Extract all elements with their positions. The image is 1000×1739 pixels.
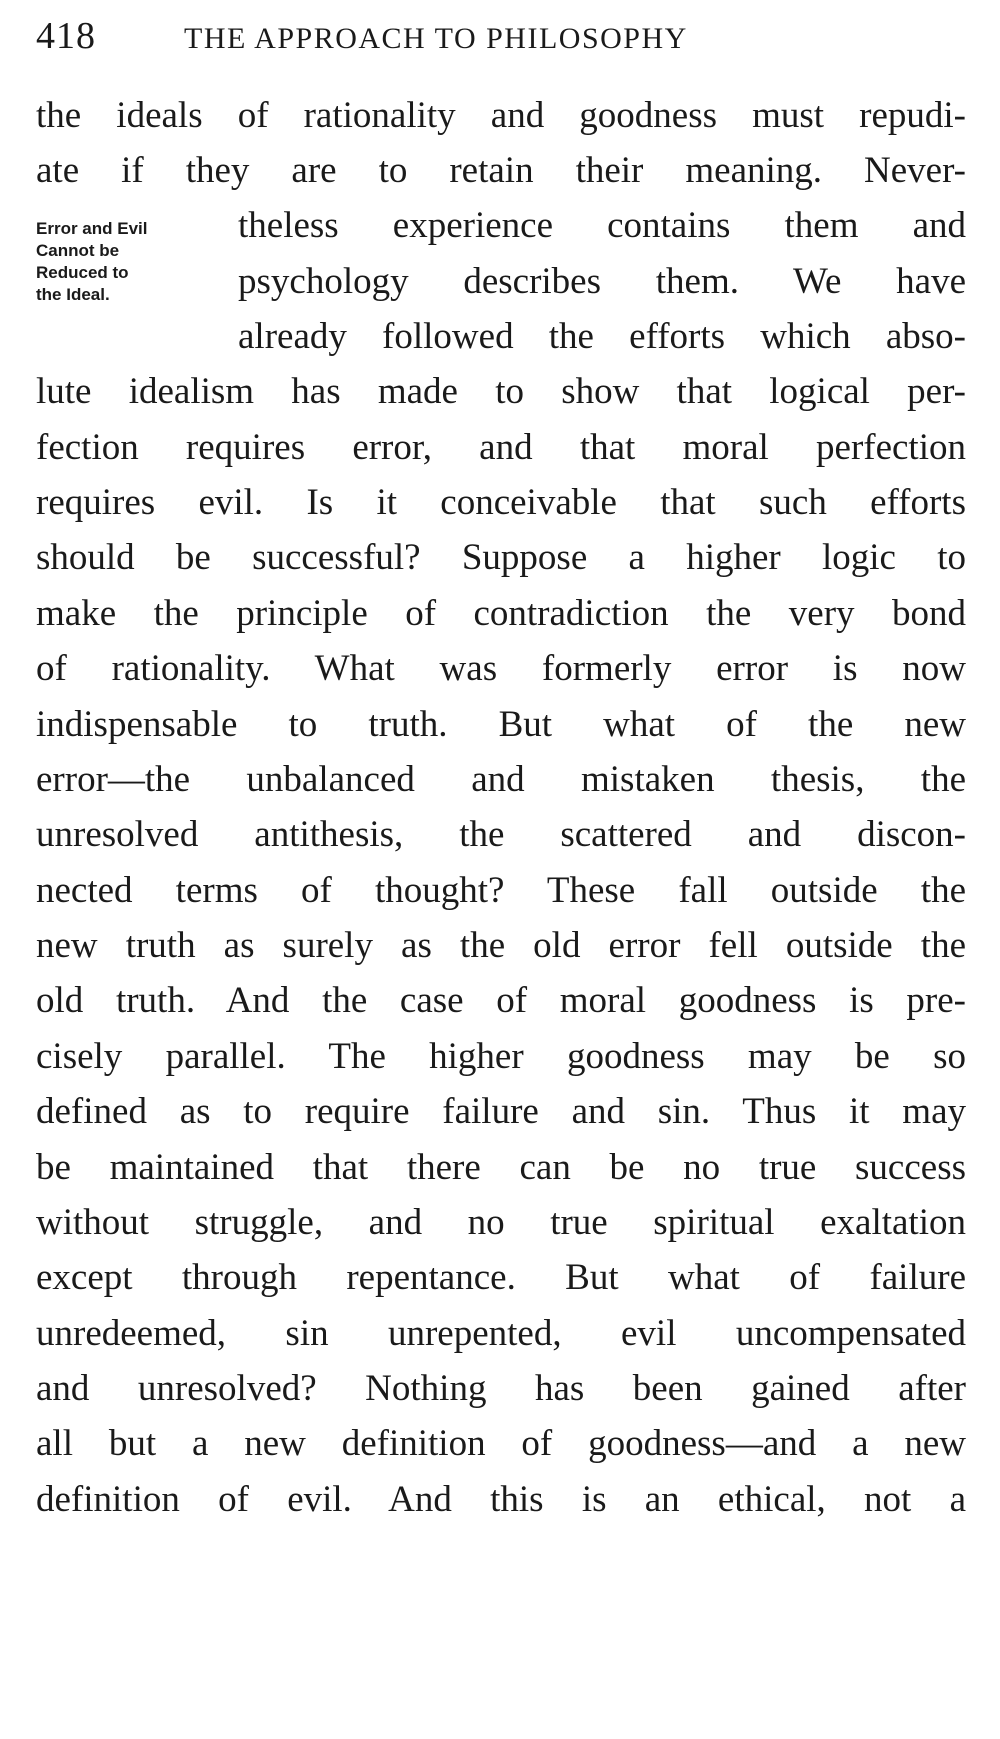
marginal-sidenote [36, 218, 236, 306]
text-line: old truth. And the case of moral goodness is pre- [36, 980, 966, 1021]
text-line: requires evil. Is it conceivable that such efforts [36, 482, 966, 523]
sidenote-line: Reduced to [36, 263, 129, 282]
sidenote-line: Error and Evil [36, 219, 148, 238]
text-line: be maintained that there can be no true success [36, 1147, 966, 1188]
text-line: defined as to require failure and sin. Thus it may [36, 1091, 966, 1132]
text-line: error—the unbalanced and mistaken thesis, the [36, 759, 966, 800]
text-line: already followed the efforts which abso- [238, 316, 966, 357]
text-line: theless experience contains them and [238, 205, 966, 246]
text-line: unresolved antithesis, the scattered and discon- [36, 814, 966, 855]
sidenote-line: Cannot be [36, 241, 120, 260]
text-line: cisely parallel. The higher goodness may be so [36, 1036, 966, 1077]
text-line: make the principle of contradiction the very bond [36, 593, 966, 634]
page-number: 418 [36, 15, 96, 57]
running-title: THE APPROACH TO PHILOSOPHY [184, 22, 688, 55]
text-line: fection requires error, and that moral perfection [36, 427, 966, 468]
text-line: new truth as surely as the old error fell outside the [36, 925, 966, 966]
text-line: ate if they are to retain their meaning. Never- [36, 150, 966, 191]
text-line: indispensable to truth. But what of the new [36, 704, 966, 745]
text-line: should be successful? Suppose a higher logic to [36, 537, 966, 578]
sidenote-line: the Ideal. [36, 285, 110, 304]
running-head [36, 8, 956, 64]
text-line: definition of evil. And this is an ethical, not a [36, 1479, 966, 1520]
text-line: except through repentance. But what of failure [36, 1257, 966, 1298]
text-line: and unresolved? Nothing has been gained after [36, 1368, 966, 1409]
text-line: nected terms of thought? These fall outside the [36, 870, 966, 911]
text-line: all but a new definition of goodness—and a new [36, 1423, 966, 1464]
text-line: of rationality. What was formerly error is now [36, 648, 966, 689]
text-line: without struggle, and no true spiritual exaltation [36, 1202, 966, 1243]
text-line: unredeemed, sin unrepented, evil uncompensated [36, 1313, 966, 1354]
text-line: the ideals of rationality and goodness must repudi- [36, 95, 966, 136]
text-line: lute idealism has made to show that logical per- [36, 371, 966, 412]
text-line: psychology describes them. We have [238, 261, 966, 302]
